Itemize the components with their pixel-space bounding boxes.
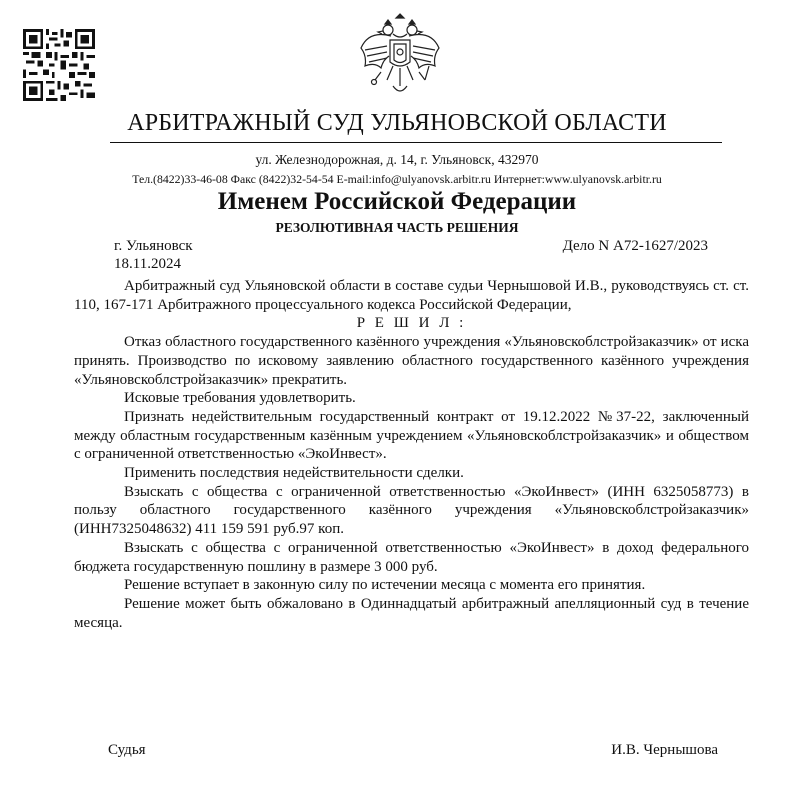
decision-paragraph: Признать недействительным государственный контракт от 19.12.2022 №37-22, заключенный между областным государственным казённым учреждением «Ульяновскоблстройзаказчик» и обществом с ограниченной ответственностью «ЭкоИнвест». [74,408,749,463]
decision-paragraph: Решение может быть обжаловано в Одиннадцатый арбитражный апелляционный суд в течение месяца. [74,595,749,631]
case-number: Дело N А72-1627/2023 [562,238,708,254]
decision-paragraph: Отказ областного государственного казённого учреждения «Ульяновскоблстройзаказчик» от иска принять. Производство по исковому заявлению областного государственного казённого учреждения «Ульяновскоблстройзаказчик» прекратить. [74,334,749,388]
resolved-heading: Р Е Ш И Л : [356,315,467,332]
decision-heading: Именем Российской Федерации [217,188,577,215]
decision-paragraph: Исковые требования удовлетворить. [124,390,356,407]
judge-label: Судья [108,742,146,758]
decision-body [74,277,749,632]
decision-paragraph: Взыскать с общества с ограниченной ответственностью «ЭкоИнвест» (ИНН 6325058773) в пользу областного государственного казённого учреждения «Ульяновскоблстройзаказчик» (ИНН7325048632) 411 159 591 руб.97 коп. [74,483,749,538]
judge-name: И.В. Чернышова [611,742,718,758]
court-contacts: Тел.(8422)33-46-08 Факс (8422)32-54-54 E-mail:info@ulyanovsk.arbitr.ru Интернет:www.ulyanovsk.arbitr.ru [132,172,662,186]
decision-paragraph: Применить последствия недействительности сделки. [124,465,464,482]
decision-city: г. Ульяновск [114,238,193,254]
decision-intro: Арбитражный суд Ульяновской области в составе судьи Чернышовой И.В., руководствуясь ст. ст. 110, 167-171 Арбитражного процессуального кодекса Российской Федерации, [74,278,749,313]
qr-code-icon [23,29,95,101]
decision-date: 18.11.2024 [114,256,181,272]
decision-paragraph: Взыскать с общества с ограниченной ответственностью «ЭкоИнвест» в доход федерального бюджета государственную пошлину в размере 3 000 руб. [74,539,749,575]
decision-paragraph: Решение вступает в законную силу по истечении месяца с момента его принятия. [124,577,646,594]
court-address: ул. Железнодорожная, д. 14, г. Ульяновск, 432970 [255,152,539,167]
court-title: АРБИТРАЖНЫЙ СУД УЛЬЯНОВСКОЙ ОБЛАСТИ [127,110,667,136]
header-divider [110,142,722,143]
russian-coat-of-arms-icon [357,10,443,102]
decision-subheading: РЕЗОЛЮТИВНАЯ ЧАСТЬ РЕШЕНИЯ [275,220,519,235]
